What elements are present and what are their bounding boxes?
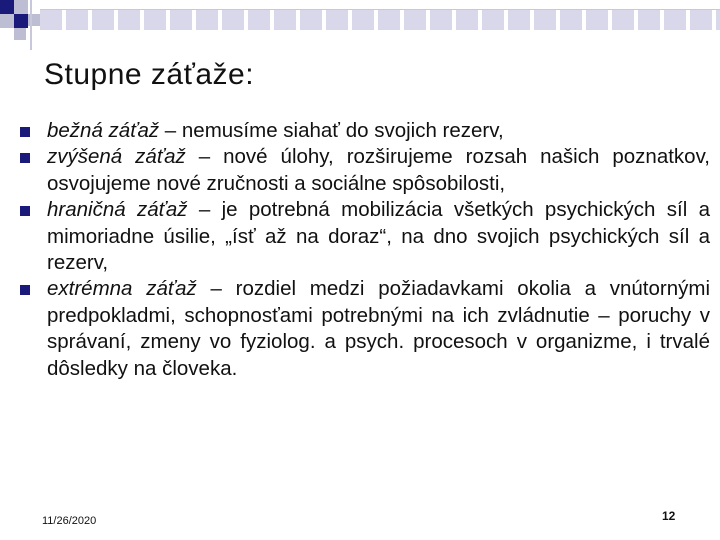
bullet-text: – je potrebná mobilizácia všetkých psychických síl a mimoriadne úsilie, „ísť až na doraz“, na dno svojich psychických síl a rezerv,	[47, 198, 710, 275]
page-number: 12	[662, 509, 676, 523]
bullet-text: – nemusíme siahať do svojich rezerv,	[159, 119, 504, 142]
list-item	[20, 197, 710, 276]
header-strip	[40, 10, 720, 30]
corner-square	[0, 0, 14, 14]
header-vertical-rule	[30, 0, 32, 50]
slide-title: Stupne záťaže:	[44, 58, 255, 91]
bullet-term: bežná záťaž	[47, 119, 160, 142]
list-item	[20, 276, 710, 382]
bullet-term: zvýšená záťaž	[47, 145, 186, 169]
corner-square	[14, 14, 28, 28]
footer-date: 11/26/2020	[42, 515, 97, 527]
bullet-list	[20, 118, 710, 382]
bullet-term: hraničná záťaž	[47, 198, 188, 222]
square-bullet-icon	[20, 153, 30, 163]
square-bullet-icon	[20, 127, 30, 137]
bullet-text: – rozdiel medzi požiadavkami okolia a vnútornými predpokladmi, schopnosťami potrebnými na ich zvládnutie – poruchy v správaní, zmeny vo fyziolog. a psych. procesoch v organizme, i trvalé dôsledky na človeka.	[47, 277, 710, 380]
corner-square	[0, 14, 14, 28]
bullet-term: extrémna záťaž	[47, 277, 197, 301]
bullet-text: – nové úlohy, rozširujeme rozsah našich poznatkov, osvojujeme nové zručnosti a sociálne spôsobilosti,	[47, 145, 710, 195]
list-item	[20, 144, 710, 197]
corner-square	[14, 0, 28, 14]
list-item	[20, 118, 710, 144]
corner-square	[14, 28, 26, 40]
square-bullet-icon	[20, 285, 30, 295]
square-bullet-icon	[20, 206, 30, 216]
